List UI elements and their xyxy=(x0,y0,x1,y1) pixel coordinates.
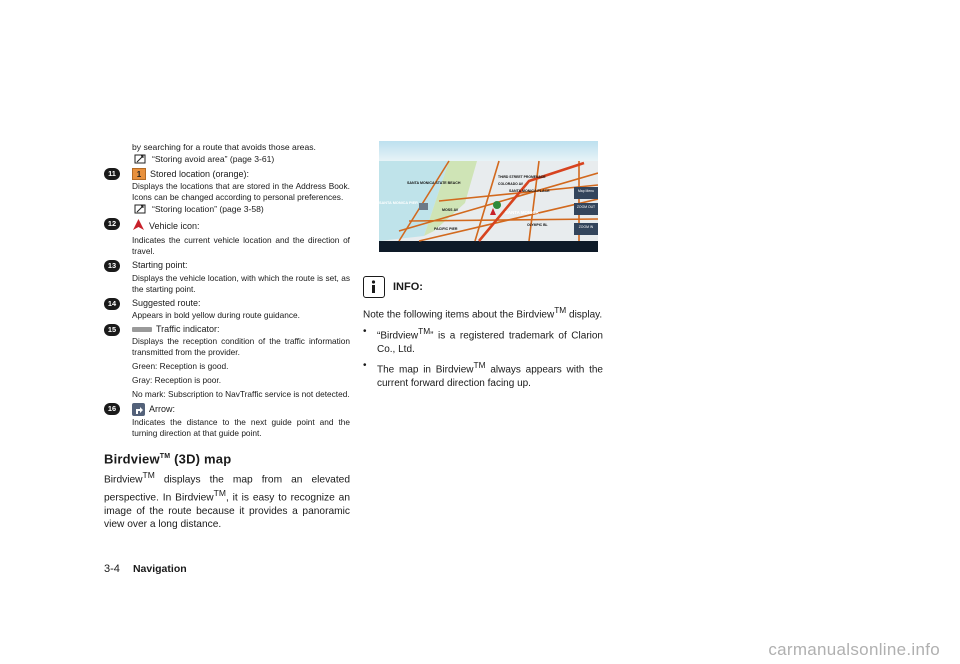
map-menu-button[interactable]: Map Menu xyxy=(577,189,595,193)
item-number: 15 xyxy=(104,324,120,336)
item-body: Indicates the current vehicle location and the direction of travel. xyxy=(132,235,350,257)
item-number: 13 xyxy=(104,260,120,272)
item-body: Displays the locations that are stored in the Address Book. Icons can be changed according to personal preferences. xyxy=(132,181,350,203)
traffic-indicator-icon xyxy=(132,327,152,332)
legend-item-suggested-route xyxy=(104,298,350,321)
map-label-colorado: COLORADO AV xyxy=(498,182,524,186)
info-bullet: • “Birdview™” is a registered trademark of Clarion Co., Ltd. xyxy=(363,325,603,355)
item-heading: Suggested route: xyxy=(132,297,201,308)
map-illustration xyxy=(379,141,598,252)
item-body: Indicates the distance to the next guide point and the turning direction at that guide point. xyxy=(132,417,350,439)
map-label-moss: MOSS AV xyxy=(442,208,459,212)
legend-item-starting-point xyxy=(104,260,350,294)
map-label-pier: SANTA MONICA PIER xyxy=(379,201,418,205)
zoom-in-button[interactable]: ZOOM IN xyxy=(578,225,594,229)
info-bullet: • The map in Birdview™ always appears with the current forward direction facing up. xyxy=(363,360,603,389)
item-body-green: Green: Reception is good. xyxy=(132,361,229,372)
birdview-map-image xyxy=(379,141,598,252)
zoom-out-button[interactable]: ZOOM OUT xyxy=(576,205,596,209)
ref-avoid-text: “Storing avoid area” (page 3-61) xyxy=(152,153,275,164)
ref-storing-location xyxy=(132,203,350,215)
ref-avoid-area xyxy=(104,153,350,165)
legend-item-stored-location xyxy=(104,168,350,215)
map-label-olympic: OLYMPIC BL xyxy=(527,223,548,227)
item-body-no-mark: No mark: Subscription to NavTraffic service is not detected. xyxy=(132,389,350,400)
page-number: 3-4 xyxy=(104,563,120,575)
legend-item-traffic-indicator xyxy=(104,324,350,400)
birdview-intro: Birdview™ displays the map from an elevated perspective. In Birdview™, it is easy to recognize an image of the route because it provides a panoramic view over a long distance. xyxy=(104,469,350,531)
info-heading xyxy=(363,276,603,298)
page-reference-icon xyxy=(134,203,148,215)
bullet-mark: • xyxy=(363,360,367,372)
info-note: Note the following items about the Birdview™ display. xyxy=(363,305,603,321)
map-label-beach: SANTA MONICA STATE BEACH xyxy=(407,181,461,185)
map-label-santa-monica: SANTA MONICA xyxy=(505,210,539,215)
item-heading: Traffic indicator: xyxy=(156,323,220,334)
item-heading: Arrow: xyxy=(149,403,176,414)
trademark-mark: TM xyxy=(159,453,171,461)
watermark: carmanualsonline.info xyxy=(768,640,940,659)
footer-section: Navigation xyxy=(132,563,187,575)
turn-arrow-icon xyxy=(132,403,145,416)
item-body: Appears in bold yellow during route guidance. xyxy=(132,309,300,320)
page-footer xyxy=(104,563,187,575)
ref-storing-text: “Storing location” (page 3-58) xyxy=(152,203,264,214)
item-number: 16 xyxy=(104,403,120,415)
info-label: INFO: xyxy=(393,281,423,293)
legend-item-arrow xyxy=(104,403,350,439)
intro-line: by searching for a route that avoids those areas. xyxy=(132,142,316,152)
map-label-third-street: THIRD STREET PROMENADE xyxy=(498,175,546,179)
item-body: Displays the vehicle location, with which the route is set, as the starting point. xyxy=(132,272,350,294)
right-column xyxy=(363,141,603,390)
map-label-sm-place: SANTA MONICA PLACE xyxy=(509,189,550,193)
left-column xyxy=(104,142,350,532)
item-heading: Stored location (orange): xyxy=(150,168,250,179)
item-body: Displays the reception condition of the traffic information transmitted from the provider. xyxy=(132,336,350,358)
item-heading: Starting point: xyxy=(132,260,188,271)
item-body-gray: Gray: Reception is poor. xyxy=(132,375,222,386)
map-label-pacific: PACIFIC PIER xyxy=(434,227,458,231)
legend-item-vehicle-icon xyxy=(104,218,350,257)
info-icon xyxy=(363,276,385,298)
item-heading: Vehicle icon: xyxy=(149,220,200,231)
item-number: 11 xyxy=(104,168,120,180)
section-title: Birdview™ (3D) map xyxy=(104,451,232,467)
item-number: 12 xyxy=(104,218,120,230)
page-reference-icon xyxy=(134,153,148,165)
bullet-mark: • xyxy=(363,325,367,337)
stored-location-icon: 1 xyxy=(132,168,146,180)
vehicle-arrow-icon xyxy=(132,218,145,234)
item-number: 14 xyxy=(104,298,120,310)
